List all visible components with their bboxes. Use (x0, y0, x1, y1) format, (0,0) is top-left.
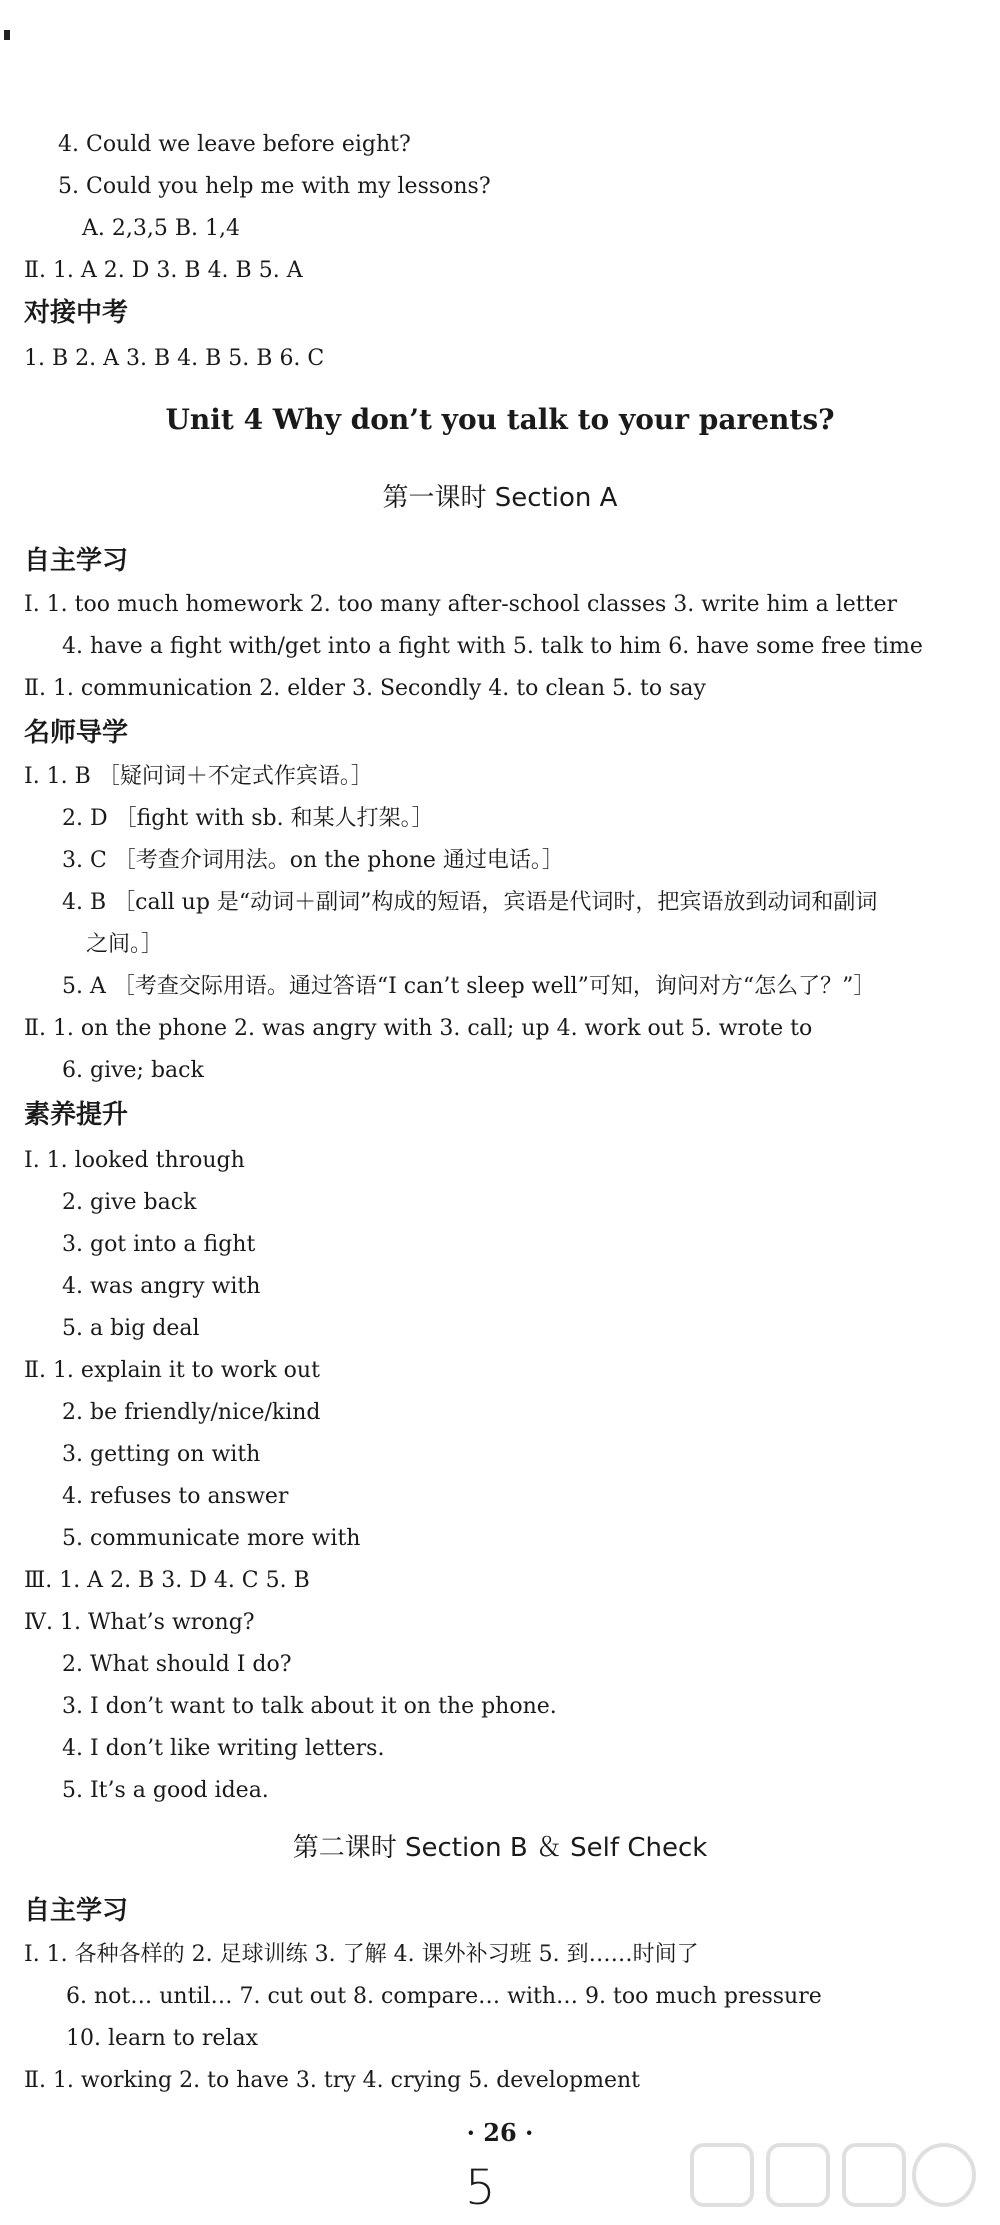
text-line: 3. getting on with (62, 1442, 261, 1467)
text-line: 2. be friendly/nice/kind (62, 1400, 321, 1425)
corner-mark (4, 30, 10, 40)
text-line: 6. not… until… 7. cut out 8. compare… with… 9. too much pressure (66, 1984, 822, 2009)
text-line: 3. C ［考查介词用法。on the phone 通过电话。］ (62, 848, 564, 873)
text-line: 3. I don’t want to talk about it on the phone. (62, 1694, 557, 1719)
text-line: A. 2,3,5 B. 1,4 (82, 216, 240, 241)
section-heading: 名师导学 (24, 718, 129, 748)
text-line: 5. It’s a good idea. (62, 1778, 269, 1803)
text-line: 2. What should I do? (62, 1652, 292, 1677)
text-line: 之间。］ (86, 932, 164, 957)
text-line: Ⅱ. 1. communication 2. elder 3. Secondly 4. to clean 5. to say (24, 676, 706, 701)
text-line: 6. give; back (62, 1058, 204, 1083)
text-line: Ⅱ. 1. on the phone 2. was angry with 3. call; up 4. work out 5. wrote to (24, 1016, 813, 1041)
text-line: 5. communicate more with (62, 1526, 361, 1551)
text-line: 4. have a fight with/get into a fight with 5. talk to him 6. have some free time (62, 634, 923, 659)
text-line: 4. B ［call up 是“动词＋副词”构成的短语，宾语是代词时，把宾语放到动词和副词 (62, 890, 878, 915)
text-line: Ⅰ. 1. too much homework 2. too many after-school classes 3. write him a letter (24, 592, 897, 617)
section-heading: 素养提升 (24, 1100, 129, 1130)
handwritten-number: 5 (465, 2160, 496, 2216)
page-number: · 26 · (466, 2118, 534, 2147)
text-line: Ⅳ. 1. What’s wrong? (24, 1610, 255, 1635)
unit-title: Unit 4 Why don’t you talk to your parents? (165, 403, 835, 436)
text-line: 3. got into a fight (62, 1232, 256, 1257)
text-line: 4. I don’t like writing letters. (62, 1736, 385, 1761)
text-line: Ⅱ. 1. A 2. D 3. B 4. B 5. A (24, 258, 303, 283)
section-heading: 对接中考 (24, 298, 129, 328)
text-line: Ⅰ. 1. looked through (24, 1148, 245, 1173)
section-heading: 自主学习 (24, 546, 129, 576)
text-line: 5. A ［考查交际用语。通过答语“I can’t sleep well”可知，询问对方“怎么了？”］ (62, 974, 876, 999)
text-line: 5. Could you help me with my lessons? (58, 174, 491, 199)
text-line: 4. was angry with (62, 1274, 261, 1299)
text-line: Ⅲ. 1. A 2. B 3. D 4. C 5. B (24, 1568, 310, 1593)
text-line: 2. D ［fight with sb. 和某人打架。］ (62, 806, 434, 831)
lesson-title: 第一课时 Section A (382, 483, 618, 513)
text-line: 4. Could we leave before eight? (58, 132, 411, 157)
text-line: Ⅱ. 1. explain it to work out (24, 1358, 320, 1383)
text-line: 10. learn to relax (66, 2026, 259, 2051)
text-line: 2. give back (62, 1190, 197, 1215)
text-line: Ⅰ. 1. 各种各样的 2. 足球训练 3. 了解 4. 课外补习班 5. 到……时间了 (24, 1942, 699, 1967)
text-line: 1. B 2. A 3. B 4. B 5. B 6. C (24, 346, 325, 371)
watermark-logo (688, 2137, 988, 2217)
text-line: Ⅱ. 1. working 2. to have 3. try 4. crying 5. development (24, 2068, 640, 2093)
text-line: 5. a big deal (62, 1316, 200, 1341)
section-heading: 自主学习 (24, 1896, 129, 1926)
lesson-title: 第二课时 Section B ＆ Self Check (292, 1833, 708, 1863)
text-line: Ⅰ. 1. B ［疑问词＋不定式作宾语。］ (24, 764, 373, 789)
text-line: 4. refuses to answer (62, 1484, 289, 1509)
